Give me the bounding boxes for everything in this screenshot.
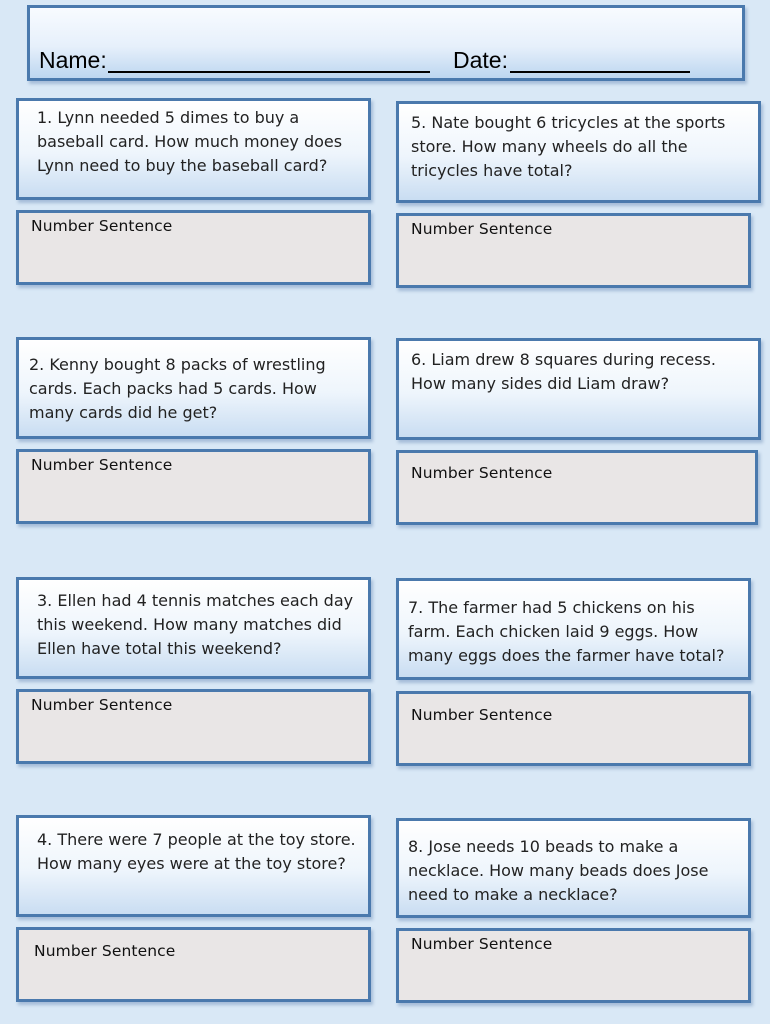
number-sentence-label: Number Sentence bbox=[411, 935, 553, 953]
date-line[interactable] bbox=[510, 71, 690, 73]
problem-8-text: 8. Jose needs 10 beads to make a necklace. How many beads does Jose need to make a necklace? bbox=[408, 837, 709, 904]
number-sentence-label: Number Sentence bbox=[34, 942, 176, 960]
problem-7-answer-box[interactable] bbox=[396, 691, 751, 766]
number-sentence-label: Number Sentence bbox=[411, 706, 553, 724]
number-sentence-label: Number Sentence bbox=[31, 217, 173, 235]
problem-5-text: 5. Nate bought 6 tricycles at the sports store. How many wheels do all the tricycles have total? bbox=[411, 113, 726, 180]
problem-2-answer-box[interactable] bbox=[16, 449, 371, 524]
problem-1-card bbox=[16, 98, 371, 200]
number-sentence-label: Number Sentence bbox=[31, 456, 173, 474]
problem-6-answer-box[interactable] bbox=[396, 450, 758, 525]
problem-3-card bbox=[16, 577, 371, 679]
number-sentence-label: Number Sentence bbox=[411, 464, 553, 482]
problem-4-text: 4. There were 7 people at the toy store. How many eyes were at the toy store? bbox=[37, 830, 356, 873]
problem-2-card bbox=[16, 337, 371, 439]
problem-6-card bbox=[396, 338, 761, 440]
problem-8-card bbox=[396, 818, 751, 918]
problem-1-text: 1. Lynn needed 5 dimes to buy a baseball card. How much money does Lynn need to buy the baseball card? bbox=[37, 108, 343, 175]
problem-5-answer-box[interactable] bbox=[396, 213, 751, 288]
problem-6-text: 6. Liam drew 8 squares during recess. How many sides did Liam draw? bbox=[411, 350, 716, 393]
problem-4-card bbox=[16, 815, 371, 917]
problem-7-text: 7. The farmer had 5 chickens on his farm. Each chicken laid 9 eggs. How many eggs does the farmer have total? bbox=[408, 598, 725, 665]
problem-3-text: 3. Ellen had 4 tennis matches each day this weekend. How many matches did Ellen have total this weekend? bbox=[37, 591, 354, 658]
problem-8-answer-box[interactable] bbox=[396, 928, 751, 1003]
problem-2-text: 2. Kenny bought 8 packs of wrestling cards. Each packs had 5 cards. How many cards did he get? bbox=[29, 355, 326, 422]
number-sentence-label: Number Sentence bbox=[31, 696, 173, 714]
problem-3-answer-box[interactable] bbox=[16, 689, 371, 764]
number-sentence-label: Number Sentence bbox=[411, 220, 553, 238]
name-line[interactable] bbox=[108, 71, 430, 73]
problem-7-card bbox=[396, 578, 751, 680]
name-date-header bbox=[27, 5, 745, 81]
problem-5-card bbox=[396, 101, 761, 203]
problem-4-answer-box[interactable] bbox=[16, 927, 371, 1002]
name-label: Name: bbox=[39, 47, 107, 73]
problem-1-answer-box[interactable] bbox=[16, 210, 371, 285]
date-label: Date: bbox=[453, 47, 508, 73]
